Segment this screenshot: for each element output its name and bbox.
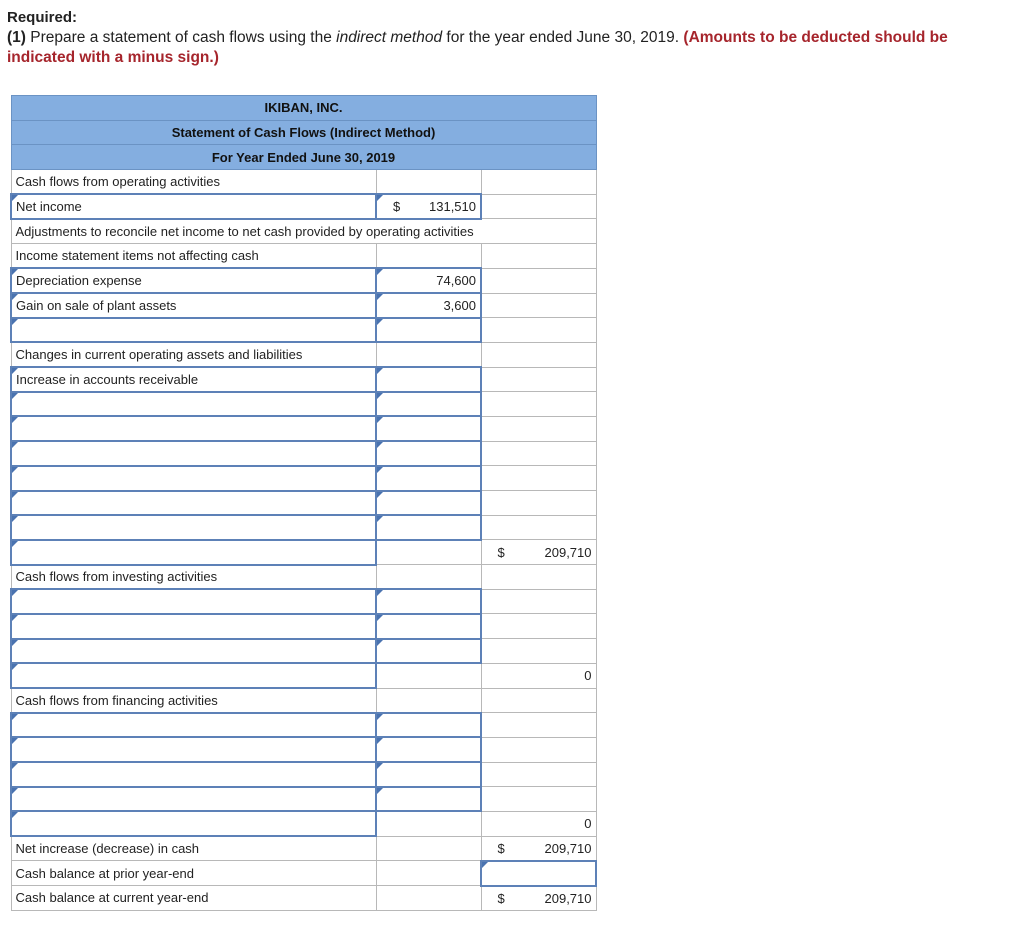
- company-name: IKIBAN, INC.: [11, 96, 596, 121]
- operating-entry-label[interactable]: [11, 392, 376, 417]
- receivable-label[interactable]: Increase in accounts receivable: [11, 367, 376, 392]
- requirement-text-a: Prepare a statement of cash flows using the: [25, 29, 337, 46]
- operating-entry-row: [11, 441, 596, 466]
- financing-total-row: [11, 811, 596, 836]
- adjustments-row: [11, 219, 596, 244]
- investing-entry-amount[interactable]: [376, 614, 481, 639]
- financing-entry-row: [11, 713, 596, 738]
- current-balance-value: 209,710: [544, 890, 592, 906]
- operating-entry-amount[interactable]: [376, 466, 481, 491]
- financing-entry-amount[interactable]: [376, 762, 481, 787]
- operating-entry-label[interactable]: [11, 441, 376, 466]
- financing-entry-label[interactable]: [11, 713, 376, 738]
- requirement-text: [7, 28, 1012, 68]
- operating-blank-amount[interactable]: [376, 318, 481, 343]
- operating-heading: Cash flows from operating activities: [11, 170, 376, 195]
- operating-total-dollar: $: [497, 544, 505, 560]
- operating-entry-amount[interactable]: [376, 416, 481, 441]
- gain-row: [11, 293, 596, 318]
- gain-label[interactable]: Gain on sale of plant assets: [11, 293, 376, 318]
- financing-entry-row: [11, 737, 596, 762]
- adjustments-label: Adjustments to reconcile net income to net cash provided by operating activities: [11, 219, 596, 244]
- statement-period: For Year Ended June 30, 2019: [11, 145, 596, 170]
- financing-entry-label[interactable]: [11, 762, 376, 787]
- investing-entry-label[interactable]: [11, 589, 376, 614]
- financing-entry-row: [11, 762, 596, 787]
- financing-total-value: 0: [481, 811, 596, 836]
- noncash-row: [11, 244, 596, 269]
- cash-flow-statement: [10, 95, 597, 911]
- depreciation-amount[interactable]: 74,600: [376, 268, 481, 293]
- changes-row: [11, 342, 596, 367]
- investing-total-value: 0: [481, 663, 596, 688]
- depreciation-row: [11, 268, 596, 293]
- required-heading: Required:: [7, 9, 78, 26]
- financing-entry-amount[interactable]: [376, 787, 481, 812]
- investing-total-label[interactable]: [11, 663, 376, 688]
- operating-heading-row: [11, 170, 596, 195]
- requirement-emphasis: indirect method: [336, 29, 443, 46]
- investing-total-row: [11, 663, 596, 688]
- operating-entry-row: [11, 466, 596, 491]
- investing-heading-row: [11, 565, 596, 590]
- net-income-value: 131,510: [429, 199, 476, 215]
- financing-total-label[interactable]: [11, 811, 376, 836]
- investing-entry-amount[interactable]: [376, 639, 481, 664]
- operating-entry-amount[interactable]: [376, 392, 481, 417]
- investing-heading: Cash flows from investing activities: [11, 565, 376, 590]
- statement-title: Statement of Cash Flows (Indirect Method): [11, 120, 596, 145]
- net-change-label: Net increase (decrease) in cash: [11, 836, 376, 861]
- financing-entry-amount[interactable]: [376, 737, 481, 762]
- minus-sign-instruction: (Amounts to be deducted should be indicated with a minus sign.): [7, 29, 948, 66]
- operating-total-row: [11, 540, 596, 565]
- current-balance-row: [11, 886, 596, 911]
- prior-balance-input[interactable]: [481, 861, 596, 886]
- operating-blank-label[interactable]: [11, 318, 376, 343]
- depreciation-label[interactable]: Depreciation expense: [11, 268, 376, 293]
- financing-entry-label[interactable]: [11, 737, 376, 762]
- prior-balance-label: Cash balance at prior year-end: [11, 861, 376, 886]
- investing-entry-amount[interactable]: [376, 589, 481, 614]
- prior-balance-row: [11, 861, 596, 886]
- financing-entry-row: [11, 787, 596, 812]
- operating-total-value: 209,710: [544, 544, 592, 560]
- operating-total-label[interactable]: [11, 540, 376, 565]
- receivable-amount[interactable]: [376, 367, 481, 392]
- operating-entry-label[interactable]: [11, 491, 376, 516]
- receivable-row: [11, 367, 596, 392]
- noncash-label: Income statement items not affecting cash: [11, 244, 376, 269]
- current-balance-total: [481, 886, 596, 911]
- operating-total: [481, 540, 596, 565]
- gain-amount[interactable]: 3,600: [376, 293, 481, 318]
- requirement-text-b: for the year ended June 30, 2019.: [442, 29, 684, 46]
- financing-heading-row: [11, 688, 596, 713]
- operating-entry-amount[interactable]: [376, 515, 481, 540]
- operating-entry-row: [11, 392, 596, 417]
- current-balance-dollar: $: [497, 890, 505, 906]
- net-change-dollar: $: [497, 840, 505, 856]
- net-change-row: [11, 836, 596, 861]
- current-balance-label: Cash balance at current year-end: [11, 886, 376, 911]
- operating-entry-row: [11, 416, 596, 441]
- investing-entry-label[interactable]: [11, 639, 376, 664]
- operating-entry-label[interactable]: [11, 466, 376, 491]
- net-income-row: [11, 194, 596, 219]
- net-income-dollar: $: [393, 199, 401, 215]
- changes-label: Changes in current operating assets and liabilities: [11, 342, 376, 367]
- net-income-label[interactable]: Net income: [11, 194, 376, 219]
- operating-entry-amount[interactable]: [376, 441, 481, 466]
- financing-heading: Cash flows from financing activities: [11, 688, 376, 713]
- part-number: (1): [7, 29, 26, 46]
- operating-entry-label[interactable]: [11, 515, 376, 540]
- financing-entry-label[interactable]: [11, 787, 376, 812]
- investing-entry-row: [11, 589, 596, 614]
- operating-entry-row: [11, 515, 596, 540]
- net-income-amount[interactable]: [376, 194, 481, 219]
- operating-blank-row: [11, 318, 596, 343]
- financing-entry-amount[interactable]: [376, 713, 481, 738]
- operating-entry-amount[interactable]: [376, 491, 481, 516]
- net-change-total: [481, 836, 596, 861]
- instructions: [7, 8, 1012, 68]
- net-change-value: 209,710: [544, 840, 592, 856]
- investing-entry-label[interactable]: [11, 614, 376, 639]
- investing-entry-row: [11, 639, 596, 664]
- operating-entry-label[interactable]: [11, 416, 376, 441]
- operating-entry-row: [11, 491, 596, 516]
- investing-entry-row: [11, 614, 596, 639]
